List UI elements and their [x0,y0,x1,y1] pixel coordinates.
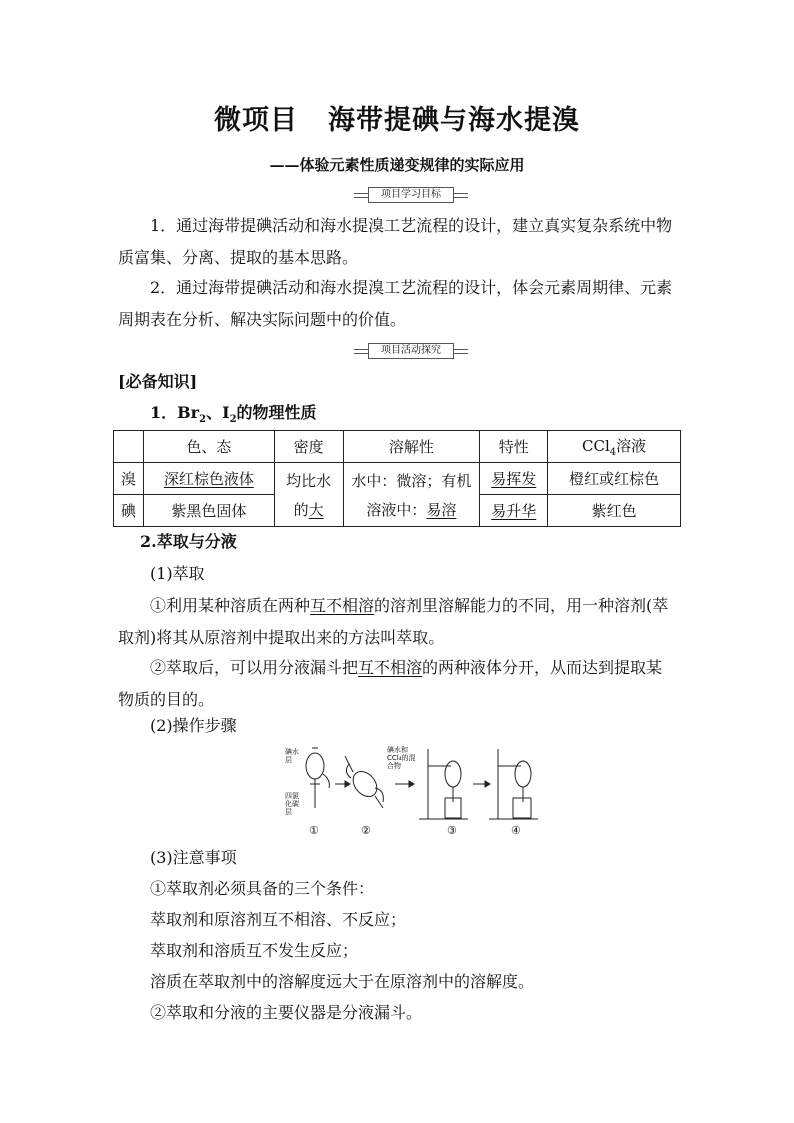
table-row [114,463,681,495]
goal-item-2: 2．通过海带提碘活动和海水提溴工艺流程的设计，体会元素周期律、元素周期表在分析、解决实际问题中的价值。 [118,278,673,329]
subsection-steps: (2)操作步骤 [150,716,237,735]
header-solubility: 溶解性 [343,431,480,463]
bromine-feature: 易挥发 [491,470,537,488]
title-part1: 微项目 [214,105,298,136]
row-name-iodine: 碘 [114,495,144,527]
header-density: 密度 [274,431,343,463]
label-iodine-water-layer: 碘水层 [285,748,299,764]
extraction-paragraph-1: ①利用某种溶质在两种互不相溶的溶剂里溶解能力的不同，用一种溶剂(萃取剂)将其从原溶剂中提取出来的方法叫萃取。 [118,596,669,647]
section2-heading: 2.萃取与分液 [140,532,237,551]
step-number-2: ② [361,824,371,837]
goals-banner-label: 项目学习目标 [368,187,454,203]
row-name-bromine: 溴 [114,463,144,495]
goals-banner [354,187,468,201]
section1-heading: 1．$Br_2$、$I_2$的物理性质 [150,403,317,426]
note-5: ②萃取和分液的主要仪器是分液漏斗。 [150,1003,423,1022]
page-title [0,98,794,137]
header-ccl4: CCl$_4$溶液 [548,431,681,463]
iodine-ccl4-color: 紫红色 [548,495,681,527]
page-subtitle: ——体验元素性质递变规律的实际应用 [269,156,525,174]
note-2: 萃取剂和原溶剂互不相溶、不反应； [150,910,407,929]
header-feature: 特性 [480,431,548,463]
properties-table [113,430,681,527]
goal-item-1: 1．通过海带提碘活动和海水提溴工艺流程的设计，建立真实复杂系统中物质富集、分离、提取的基本思路。 [118,216,673,267]
operation-steps-figure [283,744,543,836]
note-1: ①萃取剂必须具备的三个条件： [150,879,375,898]
density-cell: 均比水 的大 [274,463,343,527]
activity-banner [354,343,468,357]
header-color-state: 色、态 [143,431,274,463]
subsection-notes: (3)注意事项 [150,848,237,867]
note-3: 萃取剂和溶质互不发生反应； [150,941,359,960]
step-number-4: ④ [511,824,521,837]
knowledge-heading: [必备知识] [118,372,198,391]
label-ccl4-layer: 四氯化碳层 [285,792,299,816]
bromine-ccl4-color: 橙红或红棕色 [548,463,681,495]
title-part2: 海带提碘与海水提溴 [328,105,580,136]
iodine-feature: 易升华 [491,502,537,520]
step-number-3: ③ [447,824,457,837]
subsection-extraction: (1)萃取 [150,564,205,583]
activity-banner-label: 项目活动探究 [368,343,454,359]
bromine-color-state: 深红棕色液体 [163,470,254,488]
extraction-paragraph-2: ②萃取后，可以用分液漏斗把互不相溶的两种液体分开，从而达到提取某物质的目的。 [118,658,663,709]
solubility-cell: 水中：微溶；有机 溶液中：易溶 [343,463,480,527]
table-header-row [114,431,681,463]
label-mixture: 碘水和CCl₄的混合物 [387,746,416,770]
note-4: 溶质在萃取剂中的溶解度远大于在原溶剂中的溶解度。 [150,972,535,991]
step-number-1: ① [309,824,319,837]
iodine-color-state: 紫黑色固体 [143,495,274,527]
